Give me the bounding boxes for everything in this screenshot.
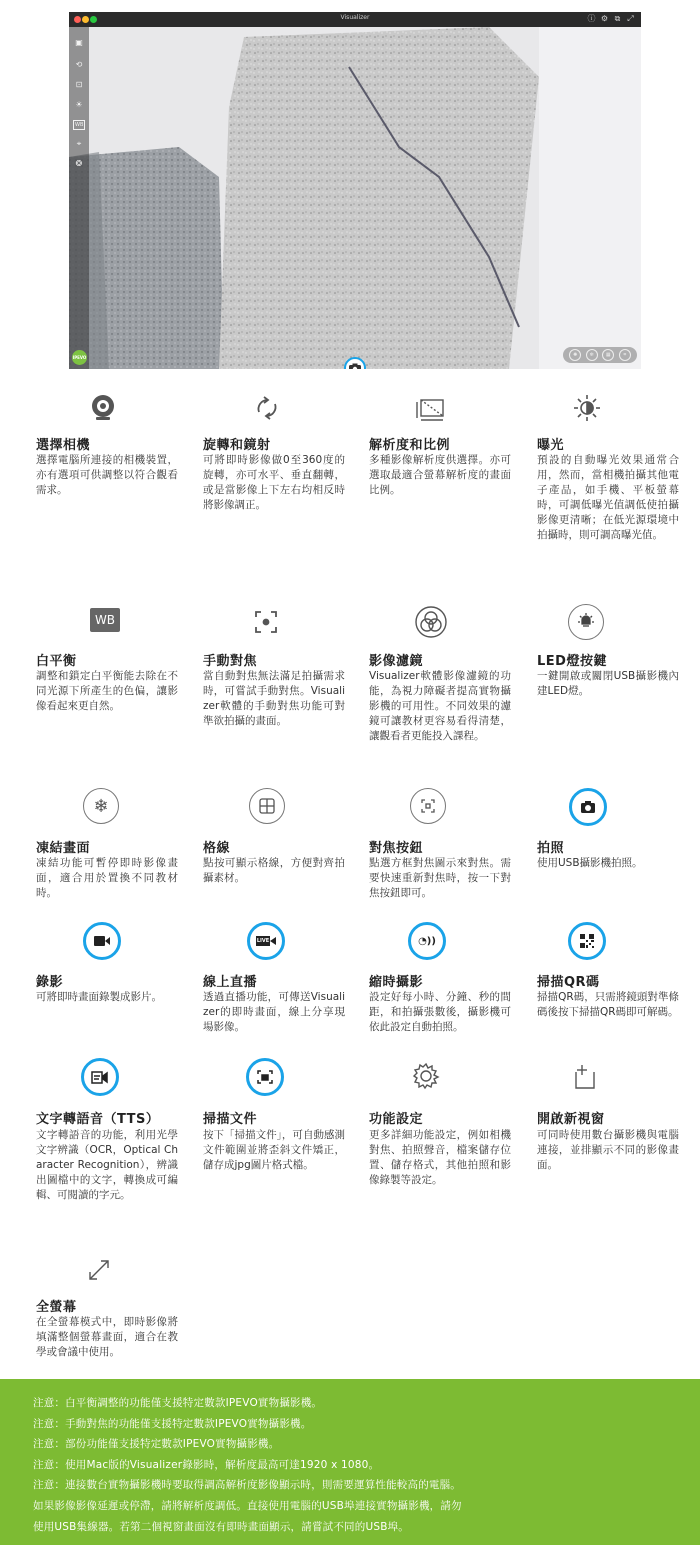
white-balance-icon[interactable]: WB [75,122,84,128]
notes-panel [0,1379,700,1545]
new-window-icon[interactable]: ⧉ [614,14,621,23]
camera-icon [346,359,364,369]
feature-description: 預設的自動曝光效果通常合用，然而，當相機拍攝其他電子產品，如手機、平板螢幕時，可調低曝光值調低使拍攝影像更清晰；在低光源環境中拍攝時，則可調高曝光值。 [537,454,679,541]
feature-description: 當自動對焦無法滿足拍攝需求時，可嘗試手動對焦。Visualizer軟體的手動對焦功能可對準欲拍攝的畫面。 [203,670,345,727]
rotate-icon[interactable]: ⟲ [75,60,83,69]
left-sidebar [69,27,89,369]
focus-button-icon [410,788,446,824]
manual-focus-icon[interactable]: ⌖ [76,139,82,148]
feature-description: 透過直播功能，可傳送Visualizer的即時畫面，線上分享現場影像。 [203,991,345,1033]
freeze-icon: ❄ [83,788,119,824]
feature-description: 多種影像解析度供選擇。亦可選取最適合螢幕解析度的畫面比例。 [369,454,511,496]
note-line: 注意：部份功能僅支援特定數款IPEVO實物攝影機。 [33,1438,280,1451]
info-icon[interactable]: ⓘ [587,14,596,23]
filter-icon [413,604,449,640]
exposure-icon[interactable]: ☀ [75,100,83,109]
manual-focus-icon [248,604,284,640]
feature-description: 一鍵開啟或關閉USB攝影機內建LED燈。 [537,670,679,697]
led-icon [568,604,604,640]
feature-description: 點按可顯示格線，方便對齊拍攝素材。 [203,857,345,884]
filter-icon[interactable]: ❂ [75,159,83,168]
webcam-icon [85,390,121,426]
grid-icon[interactable]: ▦ [602,349,614,361]
window-title: Visualizer [340,14,370,21]
feature-title: 曝光 [537,438,565,453]
resolution-icon [413,390,449,426]
scan-document-icon [246,1058,284,1096]
feature-title: 縮時攝影 [369,975,424,990]
rotate-icon [249,390,285,426]
led-icon[interactable]: ✺ [569,349,581,361]
camera-select-icon[interactable]: ▣ [75,38,83,47]
resolution-icon[interactable]: ⊡ [75,80,83,89]
feature-description: 可將即時畫面錄製成影片。 [36,991,162,1003]
feature-description: 在全螢幕模式中，即時影像將填滿整個螢幕畫面，適合在教學或會議中使用。 [36,1316,178,1358]
freeze-icon[interactable]: ❄ [586,349,598,361]
fullscreen-icon [84,1255,120,1291]
exposure-icon [569,390,605,426]
feature-title: 凍結畫面 [36,841,91,856]
note-line: 注意：白平衡調整的功能僅支援特定數款IPEVO實物攝影機。 [33,1397,323,1409]
settings-icon [410,1060,446,1096]
video-icon [83,922,121,960]
qr-icon [568,922,606,960]
viewport-tool-group [563,347,637,363]
feature-title: LED燈按鍵 [537,654,607,669]
feature-description: 文字轉語音的功能，利用光學文字辨識（OCR，Optical Character Recognition），辨識出圖檔中的文字，轉換成可編輯、可閱讀的字元。 [36,1129,178,1201]
camera-live-view [69,27,641,369]
titlebar-tools [587,13,635,25]
grid-icon [249,788,285,824]
note-line: 如果影像影像延遲或停滯，請將解析度調低。直接使用電腦的USB埠連接實物攝影機，請勿 [33,1499,462,1512]
feature-description: Visualizer軟體影像濾鏡的功能，為視力障礙者提高實物攝影機的可用性。不同效果的濾鏡可讓教材更容易看得清楚，讓觀看者更能投入課程。 [369,670,511,742]
focus-button-icon[interactable]: ⌗ [619,349,631,361]
note-line: 使用USB集線器。若第二個視窗畫面沒有即時畫面顯示，請嘗試不同的USB埠。 [33,1520,410,1533]
feature-description: 選擇電腦所連接的相機裝置，亦有選項可供調整以符合觀看需求。 [36,454,178,496]
tts-icon [81,1058,119,1096]
feature-title: 影像濾鏡 [369,654,424,669]
feature-description: 掃描QR碼，只需將鏡頭對準條碼後按下掃描QR碼即可解碼。 [537,991,679,1018]
feature-description: 凍結功能可暫停即時影像畫面，適合用於置換不同教材時。 [36,857,178,899]
feature-title: 掃描文件 [203,1112,258,1127]
settings-icon[interactable]: ⚙ [600,14,609,23]
feature-description: 點選方框對焦圖示來對焦。需要快速重新對焦時，按一下對焦按鈕即可。 [369,857,511,899]
fullscreen-icon[interactable]: ⤢ [627,14,634,23]
feature-title: 白平衡 [36,654,77,669]
feature-title: 解析度和比例 [369,438,451,453]
feature-title: 選擇相機 [36,438,91,453]
ipevo-logo[interactable]: IPEVO [72,350,87,365]
viewport-snapshot-button[interactable] [344,357,366,369]
feature-description: 設定好每小時、分鐘、秒的間距，和拍攝張數後，攝影機可依此設定自動拍照。 [369,991,511,1033]
titlebar [69,12,641,27]
feature-description: 使用USB攝影機拍照。 [537,857,643,869]
feature-description: 調整和鎖定白平衡能去除在不同光源下所產生的色偏，讓影像看起來更自然。 [36,670,178,712]
feature-title: 開啟新視窗 [537,1112,605,1127]
feature-title: 拍照 [537,841,565,856]
camera-image [69,27,641,369]
feature-title: 全螢幕 [36,1300,77,1315]
feature-description: 可將即時影像做0至360度的旋轉，亦可水平、垂直翻轉，或是當影像上下左右均相反時將影像調正。 [203,454,345,511]
visualizer-app-window [69,12,641,369]
feature-title: 錄影 [36,975,64,990]
feature-description: 更多詳細功能設定，例如相機對焦、拍照聲音，檔案儲存位置、儲存格式，其他拍照和影像錄製等設定。 [369,1129,511,1186]
feature-title: 文字轉語音（TTS） [36,1112,160,1127]
feature-title: 掃描QR碼 [537,975,600,990]
feature-title: 功能設定 [369,1112,424,1127]
feature-title: 格線 [203,841,231,856]
feature-title: 手動對焦 [203,654,258,669]
note-line: 注意：手動對焦的功能僅支援特定數款IPEVO實物攝影機。 [33,1417,312,1430]
white-balance-icon: WB [90,608,120,632]
feature-title: 線上直播 [203,975,258,990]
note-line: 注意：連接數台實物攝影機時要取得調高解析度影像顯示時，則需要運算性能較高的電腦。 [33,1479,461,1492]
timelapse-icon: ◔)) [408,922,446,960]
feature-description: 按下「掃描文件」，可自動感測文件範圍並將歪斜文件矯正，儲存成jpg圖片格式檔。 [203,1129,345,1171]
live-icon: LIVE [247,922,285,960]
feature-title: 對焦按鈕 [369,841,424,856]
new-window-icon [570,1062,606,1098]
camera-icon [569,788,607,826]
note-line: 注意：使用Mac版的Visualizer錄影時，解析度最高可達1920 x 1080。 [33,1458,380,1471]
feature-description: 可同時使用數台攝影機與電腦連接，並排顯示不同的影像畫面。 [537,1129,679,1171]
feature-title: 旋轉和鏡射 [203,438,271,453]
